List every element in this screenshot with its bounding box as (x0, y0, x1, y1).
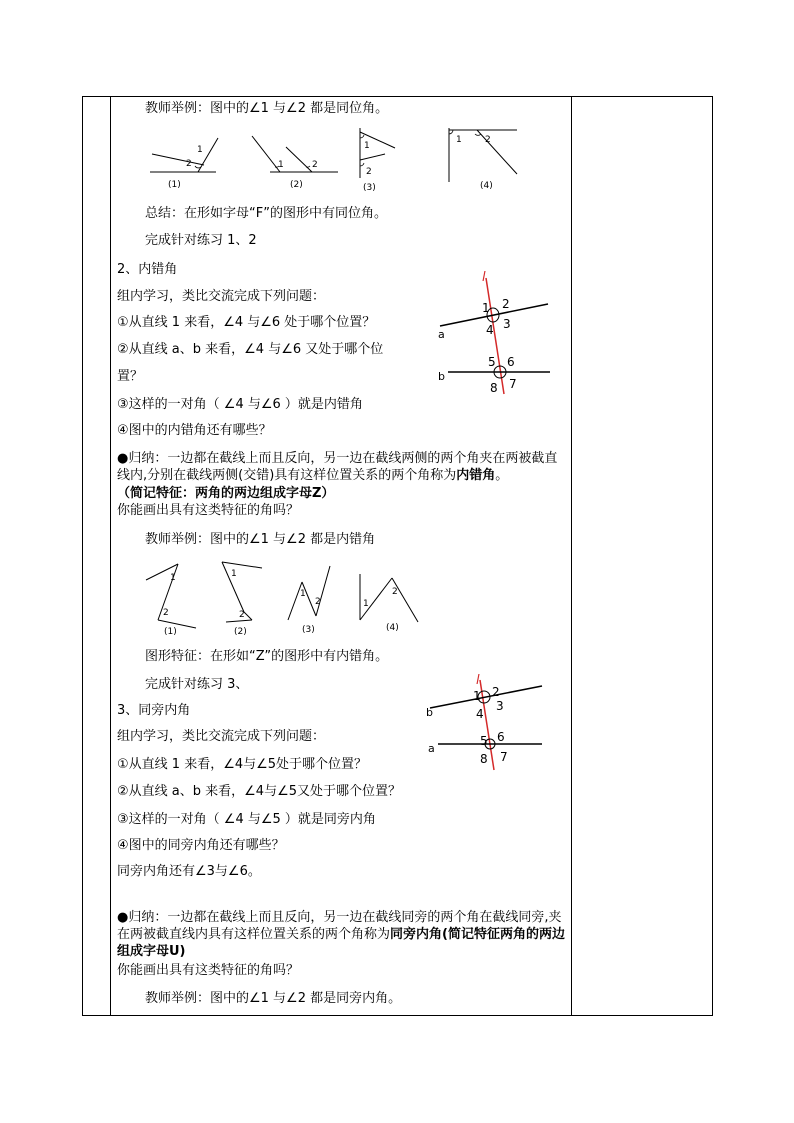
s1-practice: 完成针对练习 1、2 (145, 233, 257, 248)
s2-summary-note: （简记特征：两角的两边组成字母Z） (117, 486, 335, 501)
angle-2-label: 2 (239, 610, 245, 620)
s3-q4: ④图中的同旁内角还有哪些？ (117, 838, 285, 853)
s2-question: 你能画出具有这类特征的角吗？ (117, 503, 300, 518)
s3-teacher-example: 教师举例：图中的∠1 与∠2 都是同旁内角。 (145, 991, 402, 1006)
angle-2-label: 2 (366, 167, 372, 177)
s3-answer: 同旁内角还有∠3与∠6。 (117, 864, 261, 879)
angle-1-label: 1 (456, 135, 462, 145)
s1-summary: 总结：在形如字母“F”的图形中有同位角。 (145, 206, 387, 221)
angle-4: 4 (476, 707, 484, 721)
angle-8: 8 (490, 381, 498, 395)
s3-q2: ②从直线 a、b 来看，∠4与∠5又处于哪个位置？ (117, 784, 401, 799)
angle-1-label: 1 (231, 569, 237, 579)
s2-intro: 组内学习，类比交流完成下列问题： (117, 289, 326, 304)
angle-2-label: 2 (392, 587, 398, 597)
figure-label-4: (4) (386, 623, 399, 633)
transversal-label: l (482, 270, 486, 285)
angle-6: 6 (507, 355, 515, 369)
angle-1-label: 1 (278, 160, 284, 170)
angle-1: 1 (482, 301, 490, 315)
transversal-label: l (476, 673, 480, 688)
angle-2-label: 2 (312, 160, 318, 170)
line-a-label: a (438, 328, 445, 341)
angle-2: 2 (492, 685, 500, 699)
angle-1-label: 1 (363, 599, 369, 609)
s2-q4: ④图中的内错角还有哪些？ (117, 423, 272, 438)
angle-2: 2 (502, 297, 510, 311)
figure-label-4: (4) (480, 181, 493, 191)
s3-summary: ●归纳：一边都在截线上而且反向，另一边在截线同旁的两个角在截线同旁,夹在两被截直线内具有这样位置关系的两个角称为同旁内角(简记特征两角的两边组成字母U) (117, 910, 565, 959)
figure-label-1: (1) (168, 180, 181, 190)
s3-q1: ①从直线 1 来看，∠4与∠5处于哪个位置？ (117, 757, 368, 772)
angle-2-label: 2 (163, 608, 169, 618)
angle-7: 7 (500, 750, 508, 764)
column-divider-right (571, 97, 572, 1015)
line-b-label: b (426, 706, 433, 719)
line-a-label: a (428, 742, 435, 755)
angle-1: 1 (473, 689, 481, 703)
alternate-angle-diagram (436, 268, 556, 398)
s2-q3: ③这样的一对角（ ∠4 与∠6 ）就是内错角 (117, 397, 363, 412)
line-b (430, 686, 542, 708)
angle-2-label: 2 (186, 159, 192, 169)
figure-label-2: (2) (290, 180, 303, 190)
s2-q2a: ②从直线 a、b 来看，∠4 与∠6 又处于哪个位 (117, 342, 384, 357)
angle-3: 3 (496, 699, 504, 713)
same-side-angle-diagram (424, 672, 550, 772)
s2-q2b: 置？ (117, 369, 144, 384)
corresponding-angle-figure-2 (250, 130, 340, 192)
angle-1-label: 1 (300, 589, 306, 599)
s2-heading: 2、内错角 (117, 262, 178, 277)
s3-intro: 组内学习，类比交流完成下列问题： (117, 729, 326, 744)
s3-q3: ③这样的一对角（ ∠4 与∠5 ）就是同旁内角 (117, 812, 376, 827)
figure-label-3: (3) (363, 183, 376, 193)
alternate-angle-figure-1 (142, 560, 204, 638)
angle-5: 5 (480, 734, 488, 748)
figure-label-3: (3) (302, 625, 315, 635)
alternate-angle-figure-4 (356, 572, 426, 638)
angle-6: 6 (497, 730, 505, 744)
s3-heading: 3、同旁内角 (117, 703, 191, 718)
angle-1-label: 1 (197, 145, 203, 155)
alternate-angle-figure-3 (286, 564, 336, 638)
corresponding-angle-figure-4 (445, 126, 525, 192)
angle-2-label: 2 (315, 597, 321, 607)
corresponding-angle-figure-1 (150, 130, 230, 192)
figure-label-1: (1) (164, 627, 177, 637)
s2-practice: 完成针对练习 3、 (145, 677, 249, 692)
angle-8: 8 (480, 752, 488, 766)
s2-feature: 图形特征：在形如“Z”的图形中有内错角。 (145, 649, 389, 664)
angle-5: 5 (488, 355, 496, 369)
angle-1-label: 1 (170, 573, 176, 583)
corresponding-angle-figure-3 (355, 126, 405, 192)
s3-question: 你能画出具有这类特征的角吗？ (117, 963, 300, 978)
angle-7: 7 (509, 377, 517, 391)
line-a (440, 304, 548, 326)
s2-summary: ●归纳：一边都在截线上而且反向，另一边在截线两侧的两个角夹在两被截直线内,分别在截线两侧(交错)具有这样位置关系的两个角称为内错角。 (117, 451, 558, 483)
figure-label-2: (2) (234, 627, 247, 637)
s2-q1: ①从直线 1 来看，∠4 与∠6 处于哪个位置？ (117, 315, 376, 330)
line-b-label: b (438, 370, 445, 383)
angle-3: 3 (503, 317, 511, 331)
angle-1-label: 1 (364, 141, 370, 151)
angle-4: 4 (486, 323, 494, 337)
alternate-angle-figure-2 (218, 560, 278, 638)
column-divider-left (110, 97, 111, 1015)
s1-teacher-example: 教师举例：图中的∠1 与∠2 都是同位角。 (145, 101, 389, 116)
s2-teacher-example: 教师举例：图中的∠1 与∠2 都是内错角 (145, 532, 376, 547)
angle-2-label: 2 (485, 135, 491, 145)
